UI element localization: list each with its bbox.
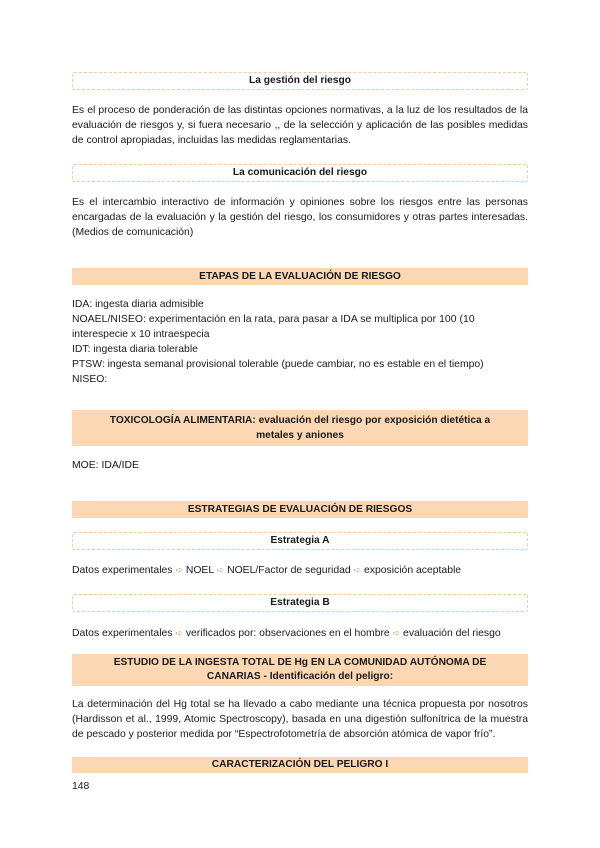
comunicacion-paragraph: Es el intercambio interactivo de información y opiniones sobre los riesgos entre las personas encargadas de la evaluación y la gestión del riesgo, los consumidores y otras partes interesadas. (Medios de comunicación)	[72, 197, 528, 238]
comunicacion-heading: La comunicación del riesgo	[72, 164, 528, 182]
flow-step: verificados por: observaciones en el hombre	[185, 628, 390, 639]
etapas-line: IDA: ingesta diaria admisible	[72, 299, 204, 310]
toxicologia-heading-line2: metales y aniones	[256, 430, 344, 441]
toxicologia-heading-line1: TOXICOLOGÍA ALIMENTARIA: evaluación del riesgo por exposición dietética a	[109, 415, 491, 426]
flow-step: Datos experimentales	[72, 565, 173, 576]
arrow-icon: ➪	[216, 565, 225, 575]
gestion-paragraph: Es el proceso de ponderación de las distintas opciones normativas, a la luz de los resultados de la evaluación de riesgos y, si fuera necesario ,, de la selección y aplicación de las posibles medidas de control apropiadas, incluidas las medidas reglamentarias.	[72, 105, 528, 146]
etapas-line: NOAEL/NISEO: experimentación en la rata, para pasar a IDA se multiplica por 100 (10	[72, 314, 475, 325]
etapas-line: PTSW: ingesta semanal provisional tolerable (puede cambiar, no es estable en el tiempo)	[72, 359, 484, 370]
flow-step: evaluación del riesgo	[403, 628, 501, 639]
estudio-heading-line1: ESTUDIO DE LA INGESTA TOTAL DE Hg EN LA COMUNIDAD AUTÓNOMA DE	[113, 657, 487, 668]
flow-step: exposición aceptable	[364, 565, 462, 576]
etapas-line: IDT: ingesta diaria tolerable	[72, 344, 198, 355]
arrow-icon: ➪	[175, 565, 183, 575]
flow-step: NOEL	[185, 565, 214, 576]
estrategia-a-heading: Estrategia A	[72, 532, 528, 550]
etapas-heading: ETAPAS DE LA EVALUACIÓN DE RIESGO	[72, 268, 528, 285]
caracterizacion-heading: CARACTERIZACIÓN DEL PELIGRO I	[72, 757, 528, 773]
gestion-heading: La gestión del riesgo	[72, 72, 528, 90]
flow-step: Datos experimentales	[72, 628, 173, 639]
etapas-line: interespecie x 10 intraespecia	[72, 329, 210, 340]
arrow-icon: ➪	[392, 628, 401, 638]
arrow-icon: ➪	[353, 565, 362, 575]
page-number: 148	[72, 781, 90, 792]
etapas-line: NISEO:	[72, 374, 108, 385]
estrategia-b-flow	[72, 626, 528, 641]
estrategias-heading: ESTRATEGIAS DE EVALUACIÓN DE RIESGOS	[72, 501, 528, 518]
arrow-icon: ➪	[175, 628, 183, 638]
estrategia-a-flow	[72, 563, 528, 578]
estrategia-b-heading: Estrategia B	[72, 594, 528, 612]
estudio-paragraph: La determinación del Hg total se ha llevado a cabo mediante una técnica propuesta por nosotros (Hardisson et al., 1999, Atomic Spectroscopy), basada en una digestión sulfonítrica de la muestra de pescado y posterior medida por “Espectrofotometría de absorción atómica de vapor frío”.	[72, 699, 528, 740]
estudio-heading-line2: CANARIAS - Identificación del peligro:	[206, 671, 394, 682]
moe-text: MOE: IDA/IDE	[72, 460, 139, 471]
estudio-heading	[72, 654, 528, 686]
flow-step: NOEL/Factor de seguridad	[227, 565, 351, 576]
toxicologia-heading	[72, 410, 528, 446]
etapas-list	[72, 297, 528, 387]
